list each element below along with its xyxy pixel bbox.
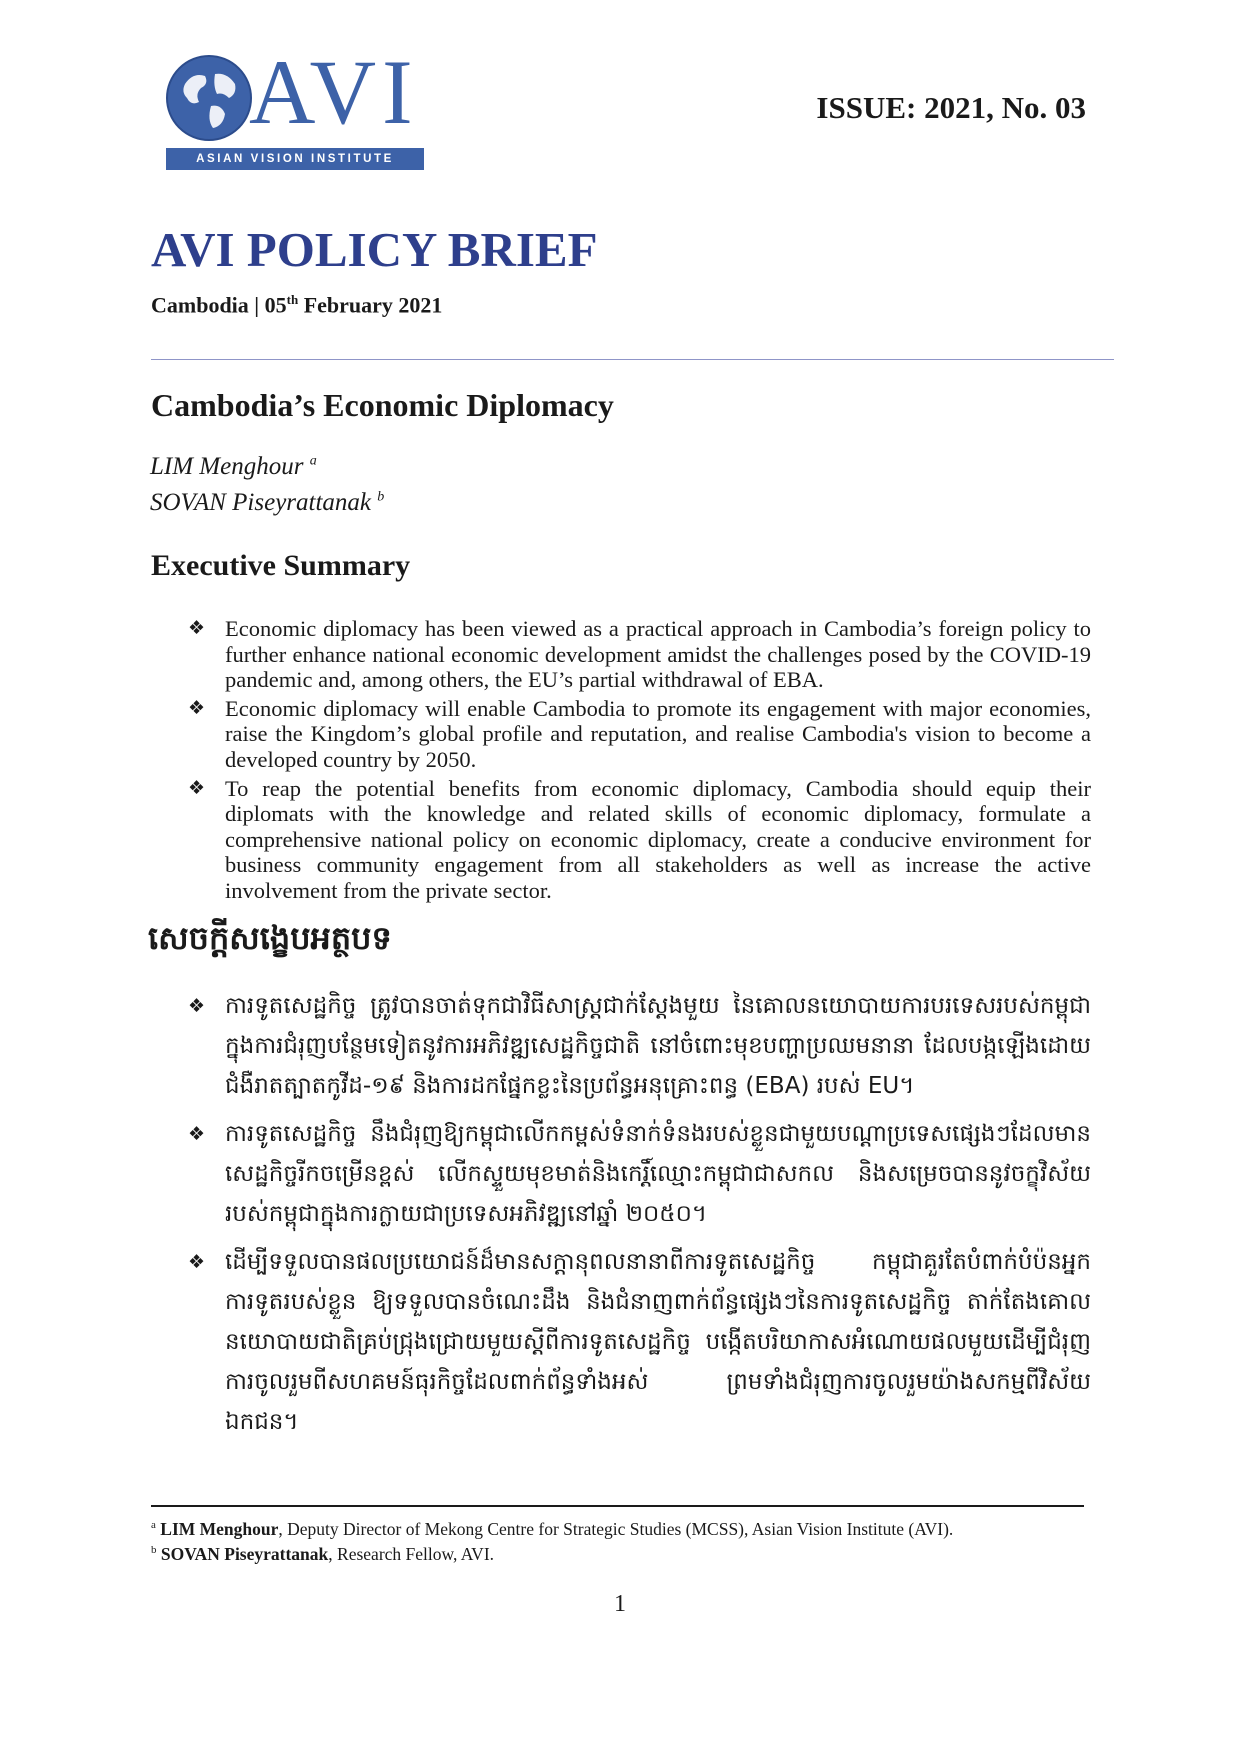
list-item bbox=[188, 1242, 1091, 1442]
article-title: Cambodia’s Economic Diplomacy bbox=[151, 387, 614, 423]
summary-text: Economic diplomacy will enable Cambodia to promote its engagement with major economies, raise the Kingdom’s global profile and reputation, and realise Cambodia's vision to become a developed country by 2050. bbox=[225, 695, 1091, 772]
list-item bbox=[188, 616, 1091, 693]
footnote-b bbox=[151, 1544, 494, 1565]
list-item bbox=[188, 696, 1091, 773]
footnote-name: LIM Menghour bbox=[160, 1519, 279, 1539]
author-2 bbox=[150, 489, 384, 517]
dateline-day-suffix: th bbox=[286, 292, 299, 307]
khmer-summary-heading: សេចក្តីសង្ខេបអត្ថបទ bbox=[148, 919, 392, 957]
diamond-bullet-icon: ❖ bbox=[188, 1123, 206, 1145]
footnote-text: , Deputy Director of Mekong Centre for Strategic Studies (MCSS), Asian Vision Institute (AVI). bbox=[278, 1519, 954, 1539]
globe-icon bbox=[165, 54, 253, 142]
author-name: SOVAN Piseyrattanak bbox=[150, 489, 372, 516]
header-divider bbox=[151, 359, 1114, 360]
executive-summary-heading: Executive Summary bbox=[151, 549, 411, 582]
list-item bbox=[188, 776, 1091, 904]
khmer-summary-list bbox=[188, 986, 1091, 1450]
brief-title: AVI POLICY BRIEF bbox=[151, 222, 598, 277]
author-1 bbox=[150, 453, 317, 481]
author-footnote-mark: b bbox=[377, 489, 385, 505]
footnote-divider bbox=[151, 1505, 1084, 1507]
dateline-date: February 2021 bbox=[298, 292, 443, 318]
issue-number: ISSUE: 2021, No. 03 bbox=[816, 90, 1086, 125]
list-item bbox=[188, 986, 1091, 1106]
logo-letters: AVI bbox=[249, 41, 419, 143]
author-name: LIM Menghour bbox=[150, 453, 304, 480]
footnote-mark: b bbox=[151, 1544, 157, 1557]
footnote-mark: a bbox=[151, 1519, 156, 1532]
page-number: 1 bbox=[614, 1591, 626, 1617]
summary-text: To reap the potential benefits from economic diplomacy, Cambodia should equip their diplomats with the knowledge and related skills of economic diplomacy, formulate a comprehensive national policy on economic diplomacy, create a conducive environment for business community engagement from all stakeholders as well as increase the active involvement from the private sector. bbox=[225, 775, 1091, 903]
dateline bbox=[151, 292, 442, 318]
summary-text: Economic diplomacy has been viewed as a practical approach in Cambodia’s foreign policy to further enhance national economic development amidst the challenges posed by the COVID-19 pandemic and, among others, the EU’s partial withdrawal of EBA. bbox=[225, 616, 1091, 693]
diamond-bullet-icon: ❖ bbox=[188, 995, 206, 1017]
footnote-name: SOVAN Piseyrattanak bbox=[160, 1544, 329, 1564]
diamond-bullet-icon: ❖ bbox=[188, 617, 206, 639]
diamond-bullet-icon: ❖ bbox=[188, 1251, 206, 1273]
khmer-summary-text: ការទូតសេដ្ឋកិច្ច នឹងជំរុញឱ្យកម្ពុជាលើកកម្ពស់ទំនាក់ទំនងរបស់ខ្លួនជាមួយបណ្តាប្រទេសផ្សេងៗដែលមានសេដ្ឋកិច្ចរីកចម្រើនខ្ពស់ លើកស្ទួយមុខមាត់និងកេរ្តិ៍ឈ្មោះកម្ពុជាជាសកល និងសម្រេចបាននូវចក្ខុវិស័យរបស់កម្ពុជាក្នុងការក្លាយជាប្រទេសអភិវឌ្ឍនៅឆ្នាំ ២០៥០។ bbox=[225, 1121, 1091, 1227]
footnote-a bbox=[151, 1519, 953, 1540]
executive-summary-list bbox=[188, 616, 1091, 907]
diamond-bullet-icon: ❖ bbox=[188, 696, 206, 719]
dateline-country: Cambodia | 05 bbox=[151, 292, 287, 318]
avi-logo bbox=[165, 41, 427, 172]
footnote-text: , Research Fellow, AVI. bbox=[328, 1544, 495, 1564]
diamond-bullet-icon: ❖ bbox=[188, 776, 206, 799]
khmer-summary-text: ការទូតសេដ្ឋកិច្ច ត្រូវបានចាត់ទុកជាវិធីសាស្រ្តជាក់ស្តែងមួយ នៃគោលនយោបាយការបរទេសរបស់កម្ពុជា ក្នុងការជំរុញបន្ថែមទៀតនូវការអភិវឌ្ឍសេដ្ឋកិច្ចជាតិ នៅចំពោះមុខបញ្ហាប្រឈមនានា ដែលបង្កឡើងដោយជំងឺរាតត្បាតកូវីដ-១៩ និងការដកផ្នែកខ្លះនៃប្រព័ន្ធអនុគ្រោះពន្ធ (EBA) របស់ EU។ bbox=[225, 993, 1091, 1099]
khmer-summary-text: ដើម្បីទទួលបានផលប្រយោជន៍ដ៏មានសក្តានុពលនានាពីការទូតសេដ្ឋកិច្ច កម្ពុជាគួរតែបំពាក់បំប៉នអ្នកការទូតរបស់ខ្លួន ឱ្យទទួលបានចំណេះដឹង និងជំនាញពាក់ព័ន្ធផ្សេងៗនៃការទូតសេដ្ឋកិច្ច តាក់តែងគោលនយោបាយជាតិគ្រប់ជ្រុងជ្រោយមួយស្តីពីការទូតសេដ្ឋកិច្ច បង្កើតបរិយាកាសអំណោយផលមួយដើម្បីជំរុញការចូលរួមពីសហគមន៍ធុរកិច្ចដែលពាក់ព័ន្ធទាំងអស់ ព្រមទាំងជំរុញការចូលរួមយ៉ាងសកម្មពីវិស័យឯកជន។ bbox=[225, 1249, 1091, 1435]
list-item bbox=[188, 1114, 1091, 1234]
logo-tagline: ASIAN VISION INSTITUTE bbox=[166, 148, 424, 170]
author-footnote-mark: a bbox=[309, 453, 317, 469]
